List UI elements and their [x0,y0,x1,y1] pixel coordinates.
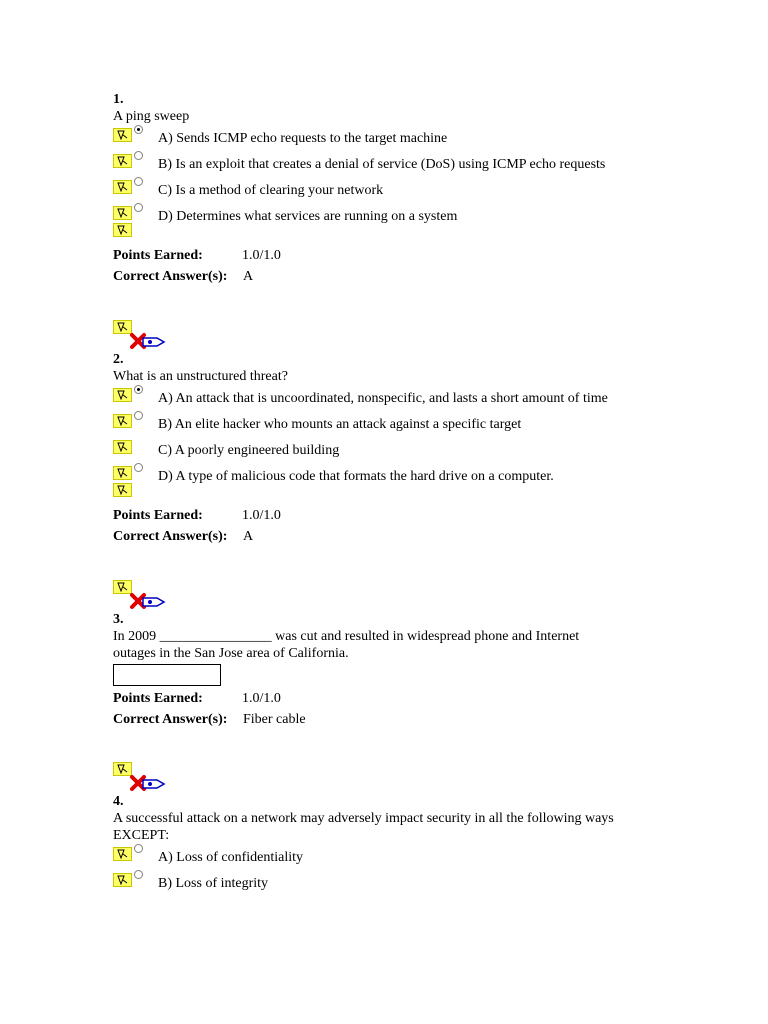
answer-key-icon [113,466,132,480]
answer-key-icon [113,128,132,142]
option-c[interactable] [113,437,713,463]
option-label: D) A type of malicious code that formats the hard drive on a computer. [158,469,554,484]
option-radio[interactable] [134,203,143,212]
option-radio[interactable] [134,151,143,160]
question-number: 3. [113,612,124,627]
question-number: 1. [113,92,124,107]
question-4 [113,794,713,896]
option-radio[interactable] [134,844,143,853]
option-radio[interactable] [134,385,143,394]
question-text: A ping sweep [113,109,190,124]
extra-icon-row [113,489,713,505]
answer-key-icon [113,414,132,428]
points-earned-row [113,505,713,526]
option-a[interactable] [113,385,713,411]
option-label: B) Loss of integrity [158,876,269,891]
option-b[interactable] [113,151,713,177]
question-3 [113,612,713,730]
points-earned-label: Points Earned: [113,691,203,706]
question-text-line-2: EXCEPT: [113,828,170,843]
question-text-line-1: A successful attack on a network may adversely impact security in all the following ways [113,811,614,826]
correct-answer-label: Correct Answer(s): [113,712,228,727]
correct-answer-value: A [243,269,254,284]
option-radio[interactable] [134,177,143,186]
points-earned-label: Points Earned: [113,248,203,263]
answer-key-icon [113,206,132,220]
correct-answer-row [113,526,713,547]
question-number: 4. [113,794,124,809]
question-2 [113,352,713,547]
answer-key-icon [113,873,132,887]
option-label: A) Sends ICMP echo requests to the target machine [158,131,448,146]
option-label: A) Loss of confidentiality [158,850,304,865]
option-a[interactable] [113,125,713,151]
option-radio[interactable] [134,870,143,879]
option-c[interactable] [113,177,713,203]
correct-answer-label: Correct Answer(s): [113,269,228,284]
option-label: A) An attack that is uncoordinated, nonspecific, and lasts a short amount of time [158,391,608,406]
incorrect-x-icon [129,592,167,612]
option-b[interactable] [113,870,713,896]
answer-key-icon [113,440,132,454]
answer-key-icon [113,483,132,497]
question-text-line-2: outages in the San Jose area of California. [113,646,349,661]
points-earned-row [113,688,713,709]
answer-key-icon [113,847,132,861]
option-radio[interactable] [134,463,143,472]
correct-answer-row [113,266,713,287]
option-radio[interactable] [134,411,143,420]
answer-key-icon [113,223,132,237]
question-number: 2. [113,352,124,367]
answer-key-icon [113,154,132,168]
extra-icon-row [113,229,713,245]
option-label: B) Is an exploit that creates a denial of service (DoS) using ICMP echo requests [158,157,606,172]
points-earned-value: 1.0/1.0 [242,508,281,523]
answer-key-icon [113,180,132,194]
option-b[interactable] [113,411,713,437]
incorrect-x-icon [129,774,167,794]
option-d[interactable] [113,203,713,229]
option-label: C) A poorly engineered building [158,443,340,458]
points-earned-row [113,245,713,266]
points-earned-value: 1.0/1.0 [242,248,281,263]
answer-key-icon [113,388,132,402]
question-text: What is an unstructured threat? [113,369,288,384]
option-label: B) An elite hacker who mounts an attack against a specific target [158,417,522,432]
option-label: C) Is a method of clearing your network [158,183,384,198]
correct-answer-row [113,709,713,730]
points-earned-label: Points Earned: [113,508,203,523]
option-a[interactable] [113,844,713,870]
option-d[interactable] [113,463,713,489]
question-text-line-1: In 2009 ________________ was cut and resulted in widespread phone and Internet [113,629,580,644]
incorrect-x-icon [129,332,167,352]
correct-answer-value: Fiber cable [243,712,306,727]
fill-in-answer-field[interactable] [113,664,221,686]
correct-answer-label: Correct Answer(s): [113,529,228,544]
points-earned-value: 1.0/1.0 [242,691,281,706]
question-1 [113,92,713,287]
option-radio[interactable] [134,125,143,134]
option-label: D) Determines what services are running on a system [158,209,458,224]
correct-answer-value: A [243,529,254,544]
